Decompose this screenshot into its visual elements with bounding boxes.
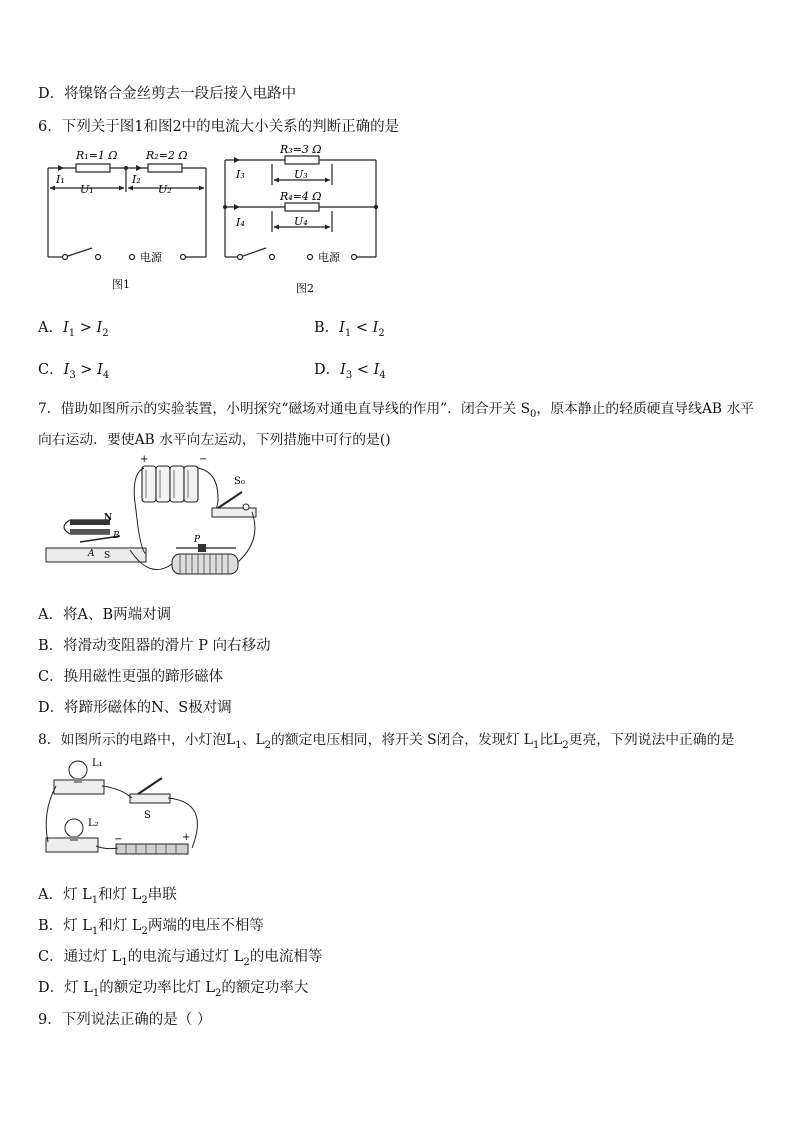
battery-minus-label: − <box>114 834 123 845</box>
r4-label: R₄=4 Ω <box>280 190 322 203</box>
q8-option-a: A．灯 $L_1$和灯 $L_2$串联 <box>38 887 177 906</box>
u3-label: U₃ <box>294 168 308 181</box>
figure-1-caption: 图1 <box>112 278 130 291</box>
q8-option-c: C．通过灯 $L_1$的电流与通过灯 $L_2$的电流相等 <box>38 949 323 968</box>
u2-label: U₂ <box>158 183 172 196</box>
q7-option-c: C．换用磁性更强的蹄形磁体 <box>38 669 224 685</box>
r3-label: R₃=3 Ω <box>280 143 322 156</box>
i1-label: I₁ <box>56 173 65 186</box>
q6-stem: 6．下列关于图1和图2中的电流大小关系的判断正确的是 <box>38 119 400 135</box>
figure-2-caption: 图2 <box>296 282 314 295</box>
q7-option-d: D．将蹄形磁体的N、S极对调 <box>38 700 232 716</box>
q8-stem: 8．如图所示的电路中，小灯泡$L_1$、$L_2$的额定电压相同，将开关 S闭合，发现灯 $L_1$比$L_2$更亮，下列说法中正确的是 <box>38 732 735 751</box>
q8-circuit-figure <box>40 752 210 864</box>
lamp-l2-label: L₂ <box>88 818 99 829</box>
q9-stem: 9．下列说法正确的是（ ） <box>38 1012 212 1028</box>
i3-label: I₃ <box>236 168 245 181</box>
q6-figure-1 <box>40 140 210 300</box>
battery-plus-label: + <box>140 454 149 465</box>
q7-option-a: A．将A、B两端对调 <box>38 607 172 623</box>
magnet-n-label: N <box>104 513 113 523</box>
u4-label: U₄ <box>294 215 308 228</box>
lamp-l1-label: L₁ <box>92 758 103 769</box>
switch-s0-label: S₀ <box>234 476 245 487</box>
q6-option-b: B．$I_1 < I_2$ <box>314 320 385 339</box>
source-label: 电源 <box>318 251 340 264</box>
q7-stem-line-2: 向右运动．要使AB 水平向左运动，下列措施中可行的是() <box>38 432 391 448</box>
q8-option-d: D．灯 $L_1$的额定功率比灯 $L_2$的额定功率大 <box>38 980 309 999</box>
slider-p-label: P <box>194 535 201 545</box>
u1-label: U₁ <box>80 183 94 196</box>
r1-label: R₁=1 Ω <box>76 149 118 162</box>
switch-s-label: S <box>144 810 151 821</box>
q7-stem-line-1: 7．借助如图所示的实验装置，小明探究“磁场对通电直导线的作用”．闭合开关 $S_0$，原本静止的轻质硬直导线AB 水平 <box>38 401 755 420</box>
magnet-s-label: S <box>104 551 111 561</box>
source-label: 电源 <box>140 251 162 264</box>
q5-option-d: D．将镍铬合金丝剪去一段后接入电路中 <box>38 86 297 102</box>
battery-minus-label: − <box>199 454 208 465</box>
q6-option-a: A．$I_1 > I_2$ <box>38 320 109 339</box>
i2-label: I₂ <box>132 173 141 186</box>
q7-option-b: B．将滑动变阻器的滑片 P 向右移动 <box>38 638 271 654</box>
battery-plus-label: + <box>182 832 191 843</box>
q8-option-b: B．灯 $L_1$和灯 $L_2$两端的电压不相等 <box>38 918 264 937</box>
q6-option-c: C．$I_3 > I_4$ <box>38 362 110 381</box>
wire-end-a-label: A <box>88 549 95 559</box>
q6-figure-2 <box>220 140 385 300</box>
q7-apparatus-figure <box>40 450 270 592</box>
r2-label: R₂=2 Ω <box>146 149 188 162</box>
q6-option-d: D．$I_3 < I_4$ <box>314 362 386 381</box>
i4-label: I₄ <box>236 216 245 229</box>
wire-end-b-label: B <box>113 531 120 541</box>
